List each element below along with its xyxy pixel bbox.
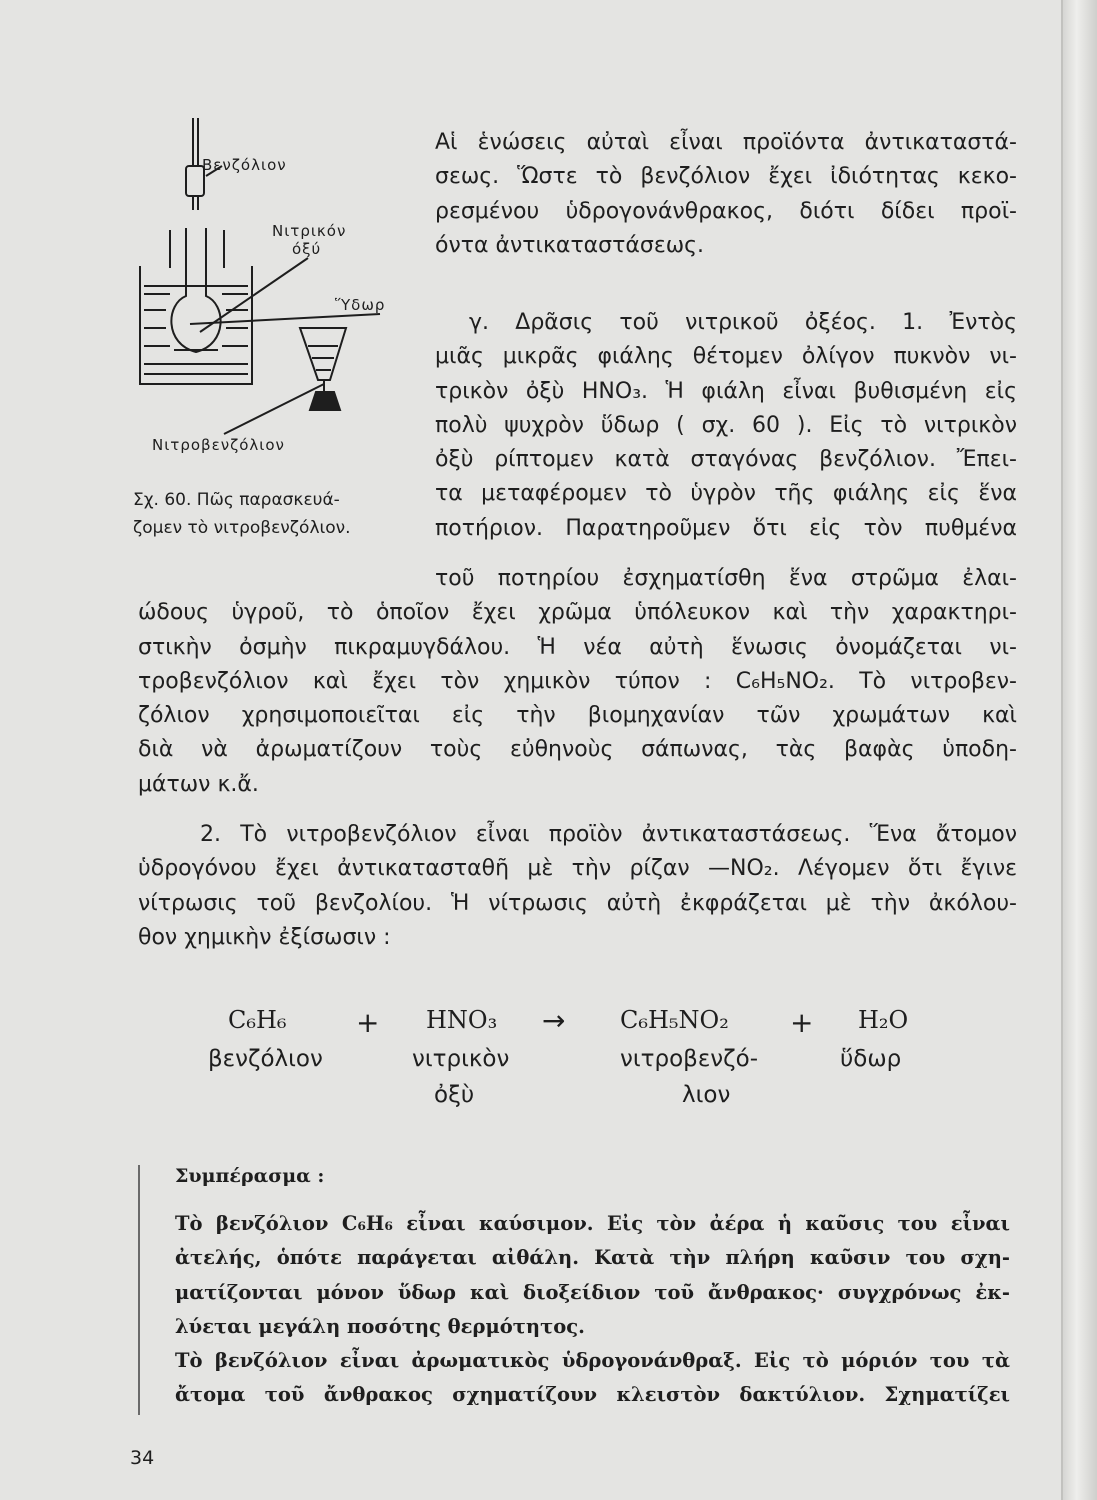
text-line: ὑδρογόνου ἔχει ἀντικατασταθῆ μὲ τὴν ρίζαν —NO₂. Λέγομεν ὅτι ἔγινε [138, 856, 1017, 882]
name-nitrobenzene: νιτροβενζό- [620, 1046, 758, 1072]
formula-nitric-acid: HNO₃ [426, 1006, 498, 1034]
formula-benzene: C₆H₆ [228, 1006, 287, 1034]
text-line: μάτων κ.ἄ. [138, 771, 259, 797]
label-nitrobenzene: Νιτροβενζόλιον [152, 436, 285, 454]
text-line: τρικὸν ὀξὺ HNO₃. Ἡ φιάλη εἶναι βυθισμένη εἰς [435, 378, 1017, 404]
text-line: ἄτομα τοῦ ἄνθρακος σχηματίζουν κλειστὸν δακτύλιον. Σχηματίζει [175, 1383, 1010, 1407]
text-line: Τὸ βενζόλιον C₆H₆ εἶναι καύσιμον. Εἰς τὸν ἀέρα ἡ καῦσις του εἶναι [175, 1212, 1010, 1235]
page-edge-shadow [1061, 0, 1063, 1500]
text-line: Αἱ ἑνώσεις αὐταὶ εἶναι προϊόντα ἀντικαταστά- [435, 130, 1017, 155]
label-benzene: Βενζόλιον [202, 156, 287, 174]
page-edge [1063, 0, 1097, 1500]
name-acid: ὀξὺ [434, 1082, 475, 1108]
text-line: τροβενζόλιον καὶ ἔχει τὸν χημικὸν τύπον : C₆H₅NO₂. Τὸ νιτροβεν- [138, 668, 1017, 694]
name-nitric-acid: νιτρικὸν [412, 1046, 510, 1072]
formula-nitrobenzene: C₆H₅NO₂ [620, 1006, 729, 1034]
paragraph-nitrobenzene [138, 562, 1017, 802]
text-line: λύεται μεγάλη ποσότης θερμότητος. [175, 1314, 585, 1338]
text-line: σεως. Ὥστε τὸ βενζόλιον ἔχει ἰδιότητας κεκο- [435, 164, 1017, 190]
text-line: ματίζονται μόνον ὕδωρ καὶ διοξείδιον τοῦ ἄνθρακος· συγχρόνως ἐκ- [175, 1280, 1010, 1304]
text-line: ζόλιον χρησιμοποιεῖται εἰς τὴν βιομηχανίαν τῶν χρωμάτων καὶ [138, 703, 1017, 729]
label-acid: όξύ [292, 240, 322, 258]
text-line: τα μεταφέρομεν τὸ ὑγρὸν τῆς φιάλης εἰς ἕνα [435, 481, 1017, 507]
paragraph-substitution [435, 126, 1017, 263]
caption-line: Σχ. 60. Πῶς παρασκευά- [133, 490, 340, 510]
text-line: ώδους ὑγροῦ, τὸ ὁποῖον ἔχει χρῶμα ὑπόλευκον καὶ τὴν χαρακτηρι- [138, 600, 1017, 626]
name-benzene: βενζόλιον [208, 1046, 323, 1072]
conclusion-box [138, 1165, 1010, 1415]
text-line: όντα ἀντικαταστάσεως. [435, 232, 705, 258]
plus-sign: + [790, 1006, 814, 1039]
label-water: Ὕδωρ [335, 296, 386, 314]
text-line: πολὺ ψυχρὸν ὕδωρ ( σχ. 60 ). Εἰς τὸ νιτρικὸν [435, 412, 1017, 438]
text-line: διὰ νὰ ἀρωματίζουν τοὺς εὐθηνοὺς σάπωνας, τὰς βαφὰς ὑποδη- [138, 737, 1017, 763]
text-line: θον χημικὴν ἐξίσωσιν : [138, 924, 391, 950]
text-line: νίτρωσις τοῦ βενζολίου. Ἡ νίτρωσις αὐτὴ ἐκφράζεται μὲ τὴν ἀκόλου- [138, 890, 1017, 916]
text-line: τοῦ ποτηρίου ἐσχηματίσθη ἕνα στρῶμα ἐλαι- [435, 566, 1017, 591]
figure-caption [133, 486, 423, 542]
page-number: 34 [130, 1447, 155, 1469]
text-line: 2. Τὸ νιτροβενζόλιον εἶναι προϊὸν ἀντικαταστάσεως. Ἕνα ἄτομον [200, 822, 1017, 847]
reaction-arrow: → [542, 1004, 566, 1037]
name-nitrobenzene-cont: λιον [682, 1082, 731, 1108]
conclusion-title: Συμπέρασμα : [175, 1165, 325, 1187]
paragraph-nitric-acid-action [435, 306, 1017, 546]
label-nitric-acid: Νιτρικόν [272, 222, 347, 240]
chemical-equation [150, 1000, 950, 1120]
text-line: ἀτελής, ὁπότε παράγεται αἰθάλη. Κατὰ τὴν πλήρη καῦσιν του σχη- [175, 1246, 1010, 1270]
text-line: ρεσμένου ὑδρογονάνθρακος, διότι δίδει προϊ- [435, 198, 1017, 224]
conclusion-text [175, 1207, 1010, 1413]
section-heading-line: γ. Δρᾶσις τοῦ νιτρικοῦ ὀξέος. 1. Ἐντὸς [469, 310, 1017, 335]
text-line: Τὸ βενζόλιον εἶναι ἀρωματικὸς ὑδρογονάνθραξ. Εἰς τὸ μόριόν του τὰ [175, 1349, 1010, 1373]
text-line: ποτήριον. Παρατηροῦμεν ὅτι εἰς τὸν πυθμένα [435, 515, 1017, 541]
text-line: μιᾶς μικρᾶς φιάλης θέτομεν ὀλίγον πυκνὸν νι- [435, 344, 1017, 370]
text-line: στικὴν ὀσμὴν πικραμυγδάλου. Ἡ νέα αὐτὴ ἕνωσις ὀνομάζεται νι- [138, 634, 1017, 660]
paragraph-nitration [138, 818, 1017, 955]
text-line: ὀξὺ ρίπτομεν κατὰ σταγόνας βενζόλιον. Ἔπει- [435, 447, 1017, 473]
plus-sign: + [356, 1006, 380, 1039]
formula-water: H₂O [858, 1006, 909, 1034]
caption-line: ζομεν τὸ νιτροβενζόλιον. [133, 518, 351, 538]
name-water: ὕδωρ [840, 1046, 902, 1072]
